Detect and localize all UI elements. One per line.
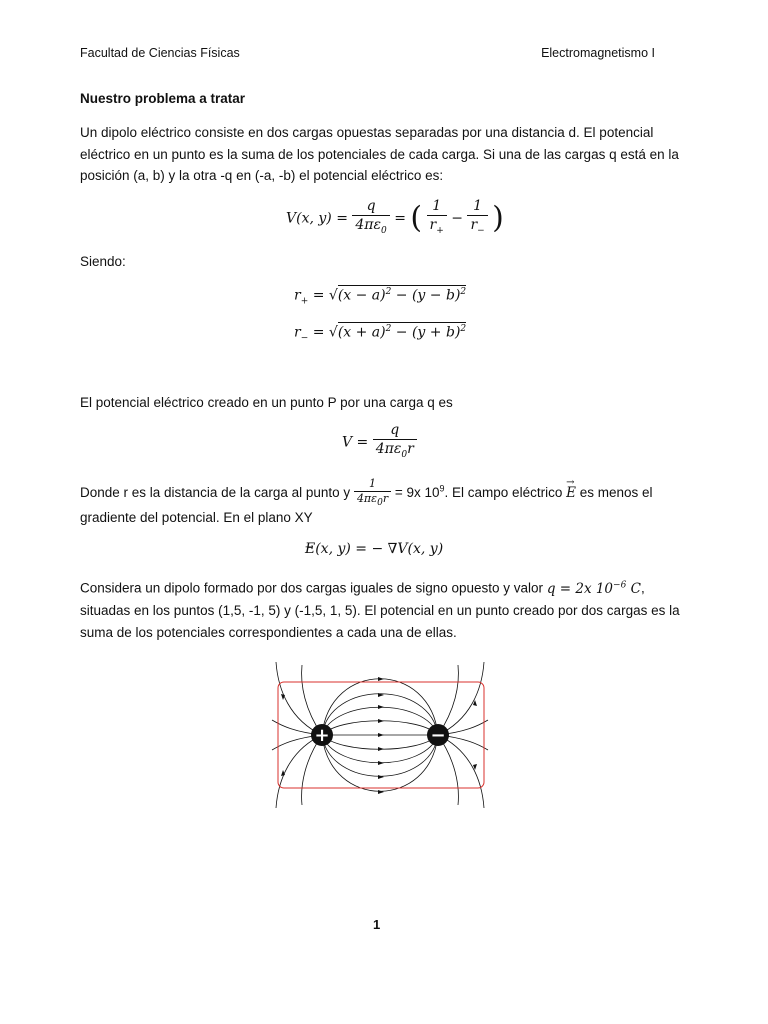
charge-exponent: −6 <box>613 580 627 590</box>
eq-one-a: 1 <box>427 198 447 216</box>
considera-paragraph: Considera un dipolo formado por dos cargas iguales de signo opuesto y valor q = 2x $10^{-6}$ C, situadas en los puntos (1,5, -1, 5) y (-1,5, 1, 5). El potencial en un punto creado por dos cargas es la suma de los potenciales correspondientes a cada una de ellas. <box>80 580 680 640</box>
eq-denominator: 4πε <box>355 217 381 233</box>
charge-unit: C <box>626 580 641 597</box>
v-numerator: q <box>373 422 417 440</box>
eq-rplus: r <box>429 217 437 233</box>
header-course: Electromagnetismo I <box>541 46 655 60</box>
charge-value: q = 2x 10 <box>546 580 614 597</box>
v-lhs: V = <box>342 434 369 451</box>
const-eps-sub: 0 <box>377 498 383 509</box>
arrow-marker <box>378 761 384 765</box>
field-line <box>322 721 438 735</box>
rminus-symbol: r <box>294 324 301 341</box>
const-denominator: 4πε <box>356 492 378 505</box>
eq-lhs: V(x, y) = <box>286 210 348 227</box>
const-r: r <box>382 492 389 505</box>
negative-charge <box>427 724 449 746</box>
considera-text-1: Considera un dipolo formado por dos cargas iguales de signo opuesto y valor <box>80 580 544 596</box>
arrow-marker <box>378 733 384 737</box>
arrow-marker <box>378 790 384 794</box>
negative-charge-label: − <box>430 725 446 746</box>
v-eps-sub: 0 <box>401 449 408 460</box>
eq-rplus-sub: + <box>436 225 444 236</box>
arrow-marker <box>378 677 384 681</box>
rplus-sub: + <box>300 296 309 307</box>
electric-field-equation <box>305 541 443 557</box>
e-vector-symbol: → E <box>566 483 576 505</box>
v-denominator: 4πε <box>375 441 402 457</box>
field-line <box>322 694 438 735</box>
rminus-term1: (x + a) <box>337 324 386 341</box>
rplus-sq2: 2 <box>460 287 467 297</box>
v-r: r <box>407 441 414 457</box>
arrow-marker <box>378 747 384 751</box>
page-number: 1 <box>373 917 381 932</box>
point-potential-equation <box>342 422 417 463</box>
gradient-paragraph: gradiente del potencial. En el plano XY <box>80 510 313 525</box>
dipole-field-figure <box>270 660 490 810</box>
donde-suffix: . El campo eléctrico <box>444 485 563 501</box>
donde-text: Donde r es la distancia de la carga al punto y <box>80 485 351 501</box>
eq-rminus: r <box>470 217 478 233</box>
header-faculty: Facultad de Ciencias Físicas <box>80 46 240 60</box>
eq-rminus-sub: − <box>477 225 485 236</box>
const-one: 1 <box>354 478 391 492</box>
siendo-label: Siendo: <box>80 254 126 269</box>
field-line <box>322 735 438 749</box>
const-exponent: 9 <box>439 483 445 494</box>
rplus-sq1: 2 <box>385 287 392 297</box>
considera-text-2: situadas en los puntos (1,5, -1, 5) y (-1,5, 1, 5). El potencial en un punto creado por dos cargas es la suma de los potenciales correspondientes a cada una de ellas. <box>80 603 680 640</box>
positive-charge <box>311 724 333 746</box>
eq-one-b: 1 <box>467 198 487 216</box>
rplus-term2: − (y − b) <box>391 287 461 304</box>
r-plus-equation: $r_+ = √(x - a)^2 - (y - b)^2$ <box>294 287 467 307</box>
section-title: Nuestro problema a tratar <box>80 91 246 106</box>
rminus-sub: − <box>300 333 309 344</box>
eq-eps-sub: 0 <box>381 225 387 236</box>
rminus-sq2: 2 <box>460 324 467 334</box>
arrow-marker <box>378 719 384 723</box>
rplus-term1: (x − a) <box>337 287 386 304</box>
rplus-symbol: r <box>294 287 301 304</box>
point-potential-paragraph: El potencial eléctrico creado en un punto P por una carga q es <box>80 395 453 410</box>
arrow-marker <box>378 705 384 709</box>
arrow-marker <box>378 775 384 779</box>
e-field-text: E(x, y) = − ∇V(x, y) <box>305 541 444 557</box>
intro-paragraph: Un dipolo eléctrico consiste en dos cargas opuestas separadas por una distancia d. El potencial eléctrico en un punto es la suma de los potenciales de cada carga. Si una de las cargas q está en la posición (a, b) y la otra -q en (-a, -b) el potencial eléctrico es: <box>80 125 679 183</box>
positive-charge-label: + <box>314 725 330 746</box>
rminus-sq1: 2 <box>385 324 392 334</box>
eq-numerator-q: q <box>352 198 389 216</box>
rminus-term2: − (y + b) <box>391 324 461 341</box>
dipole-potential-equation: V(x, y) = $\frac{q}{4\pi\varepsilon_0}$ = ( $\frac{1}{r_+}$ − $\frac{1}{r_-}$ ) <box>286 198 504 236</box>
constant-paragraph <box>80 478 680 509</box>
field-line <box>322 735 438 776</box>
r-minus-equation: $r_- = √(x + a)^2 - (y + b)^2$ <box>294 324 467 344</box>
const-value: = 9x 10 <box>394 485 440 501</box>
donde-suffix-2: es menos el <box>579 485 653 501</box>
